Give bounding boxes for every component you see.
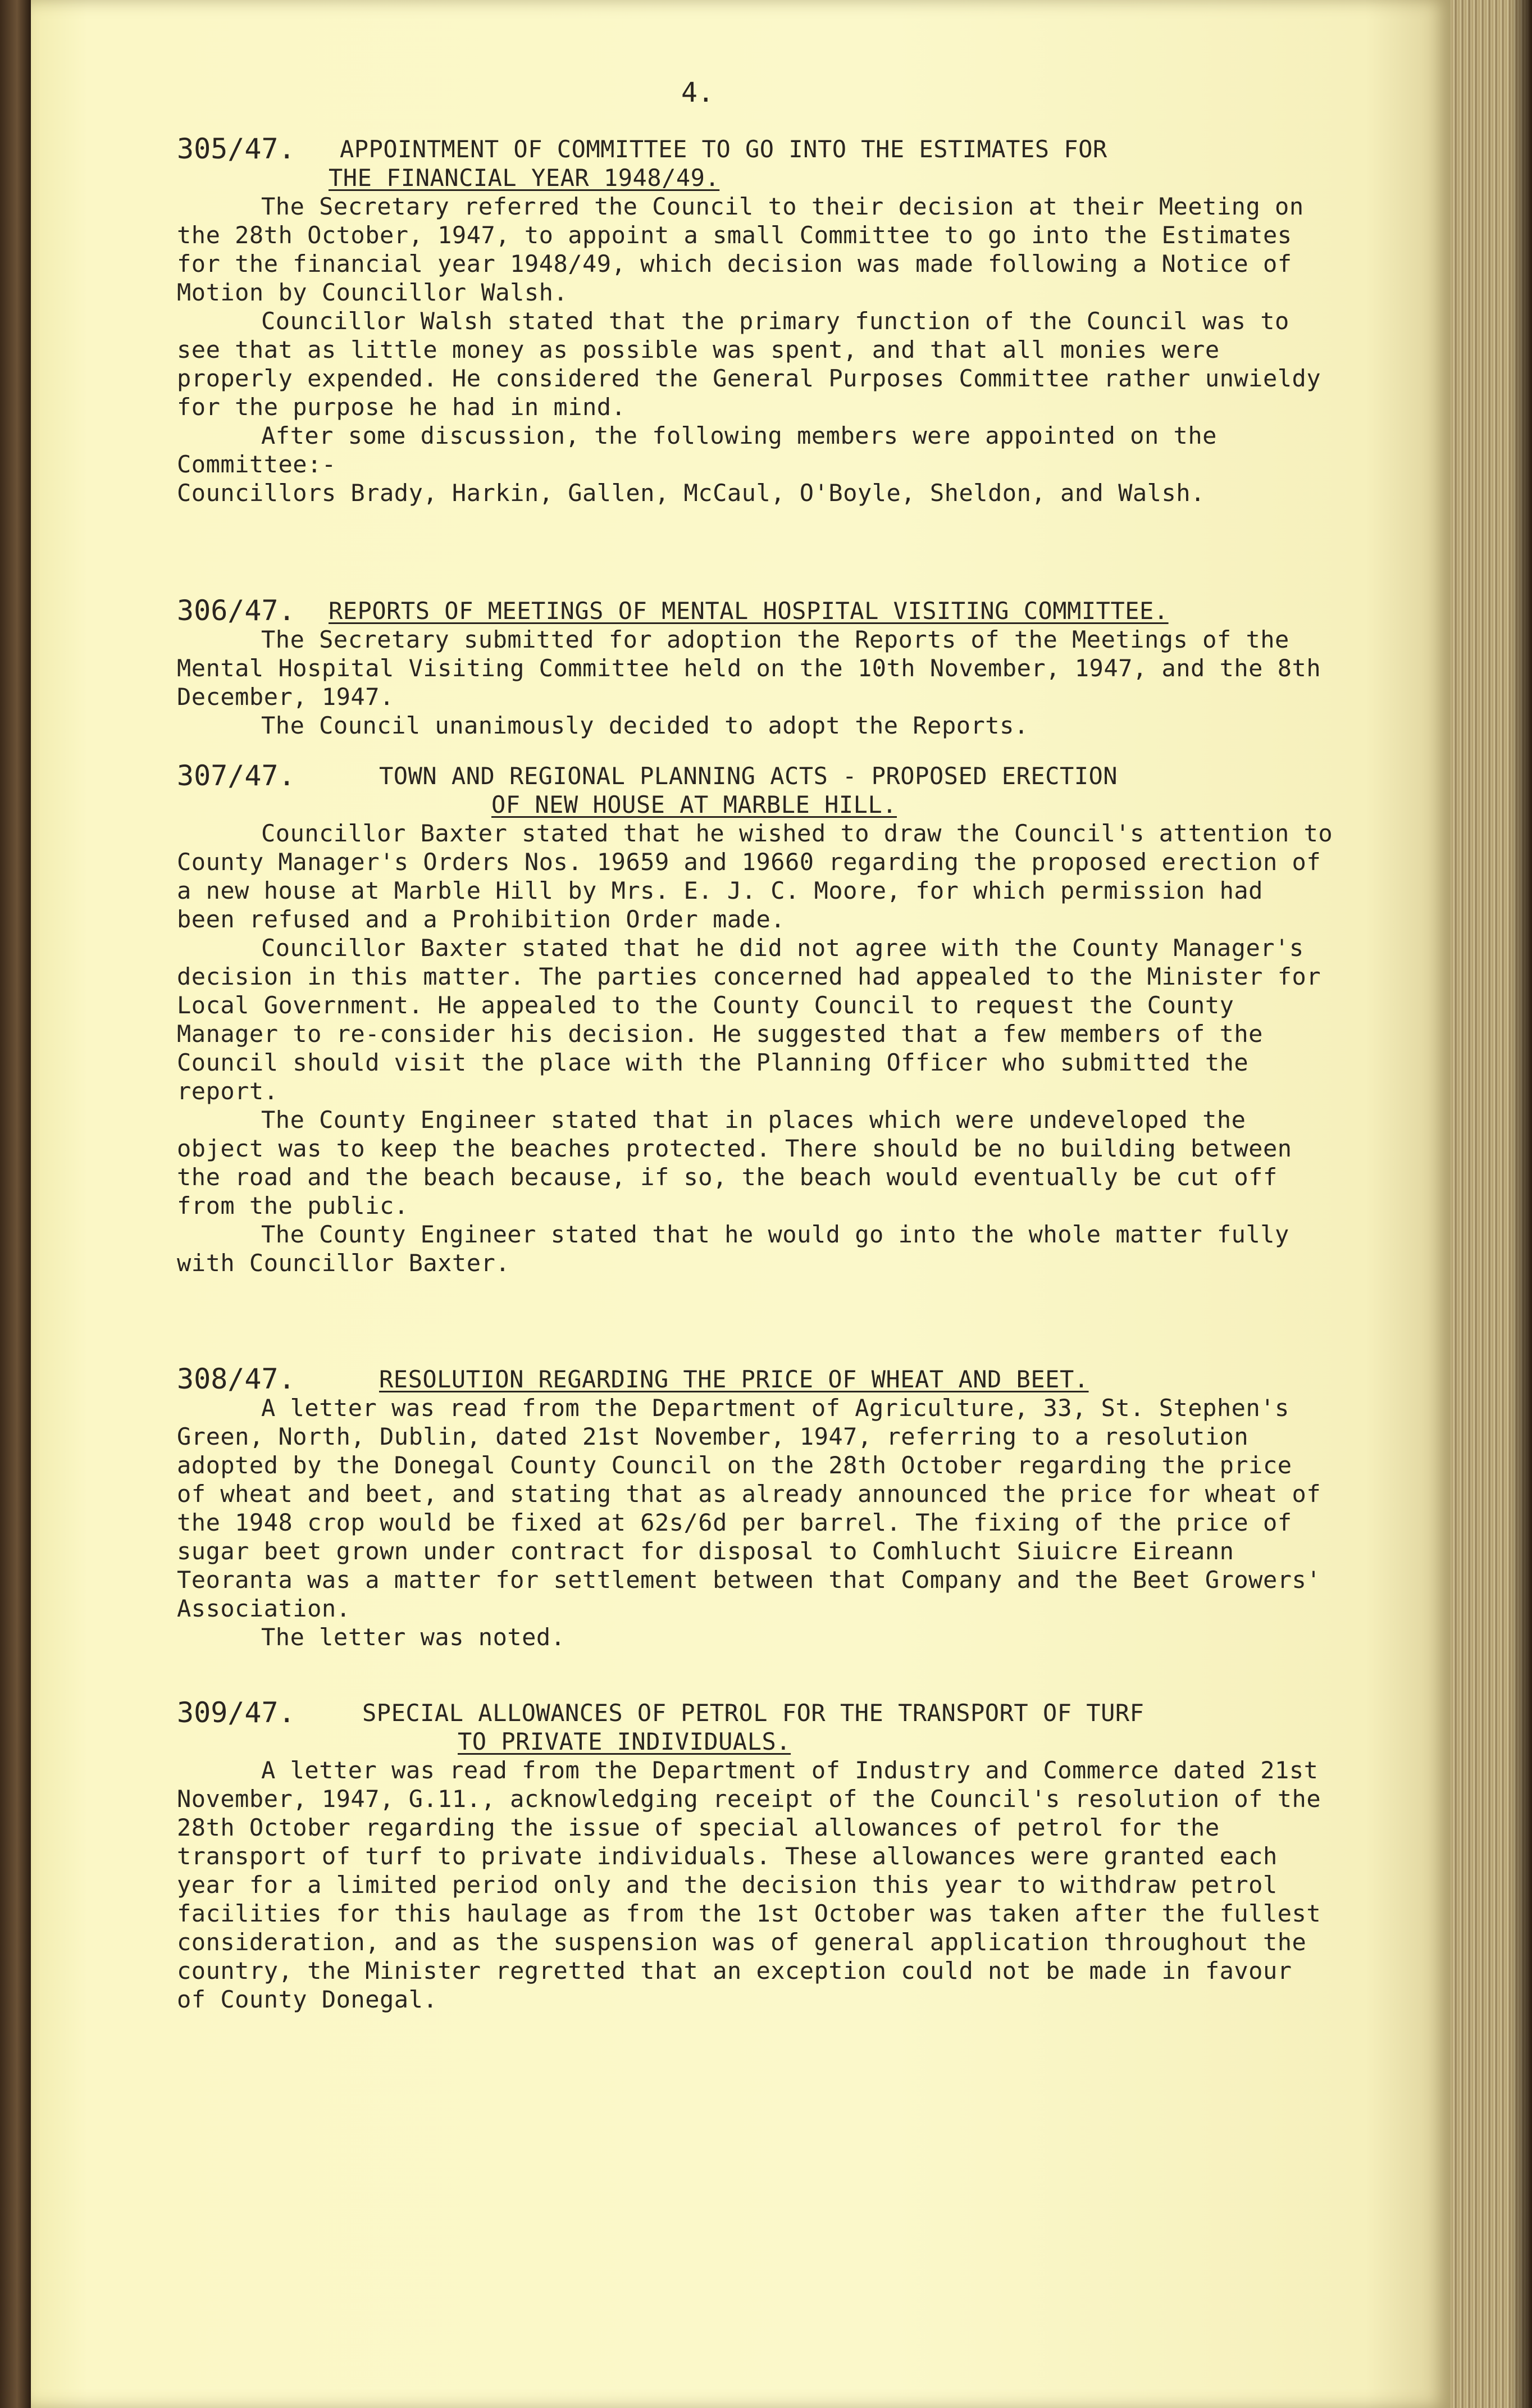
minute-paragraph: A letter was read from the Department of Industry and Commerce dated 21st November, 1947, G.11., acknowledging receipt of the Council's resolution of the 28th October regarding the issue of special allowances of petrol for the transport of turf to private individuals. These allowances were granted each year for a limited period only and the decision this year to withdraw petrol facilities for this haulage as from the 1st October was taken after the fullest consideration, and as the suspension was of general application throughout the country, the Minister regretted that an exception could not be made in favour of County Donegal.: [177, 1756, 1335, 2013]
minute-number: 309/47.: [177, 1696, 295, 1729]
minute-paragraph: The Secretary referred the Council to their decision at their Meeting on the 28th October, 1947, to appoint a small Committee to go into the Estimates for the financial year 1948/49, which decision was made following a Notice of Motion by Councillor Walsh.: [177, 193, 1319, 306]
minute-paragraph: Councillor Baxter stated that he did not agree with the County Manager's decision in this matter. The parties concerned had appealed to the Minister for Local Government. He appealed to the County Council to request the County Manager to re-consider his decision. He suggested that a few members of the Council should visit the place with the Planning Officer who submitted the report.: [177, 934, 1335, 1105]
minute-308: [177, 1365, 1334, 1651]
minute-paragraph: A letter was read from the Department of Agriculture, 33, St. Stephen's Green, North, Dublin, dated 21st November, 1947, referring to a resolution adopted by the Donegal County Council on the 28th October regarding the price of wheat and beet, and stating that as already announced the price for wheat of the 1948 crop would be fixed at 62s/6d per barrel. The fixing of the price of sugar beet grown under contract for disposal to Comhlucht Siuicre Eireann Teoranta was a matter for settlement between that Company and the Beet Growers' Association.: [177, 1394, 1335, 1622]
minute-307: [177, 759, 1347, 1277]
minute-309: [177, 1696, 1335, 2014]
minute-305: [177, 135, 1334, 507]
minute-number: 306/47.: [177, 594, 295, 627]
minute-paragraph: Councillor Baxter stated that he wished to draw the Council's attention to County Manager's Orders Nos. 19659 and 19660 regarding the proposed erection of a new house at Marble Hill by Mrs. E. J. C. Moore, for which permission had been refused and a Prohibition Order made.: [177, 820, 1347, 933]
minute-title-underlined: THE FINANCIAL YEAR 1948/49.: [329, 164, 720, 192]
minute-title-underlined: RESOLUTION REGARDING THE PRICE OF WHEAT AND BEET.: [379, 1365, 1089, 1393]
minute-number: 307/47.: [177, 759, 295, 792]
page-number: 4.: [681, 77, 714, 108]
minute-paragraph: The County Engineer stated that in places which were undeveloped the object was to keep the beaches protected. There should be no building between the road and the beach because, if so, the beach would eventually be cut off from the public.: [177, 1106, 1307, 1219]
minute-title: SPECIAL ALLOWANCES OF PETROL FOR THE TRANSPORT OF TURF: [362, 1699, 1145, 1727]
minute-number: 305/47.: [177, 133, 295, 165]
minute-paragraph: The Secretary submitted for adoption the Reports of the Meetings of the Mental Hospital Visiting Committee held on the 10th November, 1947, and the 8th December, 1947.: [177, 626, 1335, 711]
minute-number: 308/47.: [177, 1363, 295, 1395]
minute-title: TOWN AND REGIONAL PLANNING ACTS - PROPOSED ERECTION: [379, 762, 1118, 790]
minute-title-underlined: TO PRIVATE INDIVIDUALS.: [458, 1728, 791, 1755]
book-binding-left: [0, 0, 31, 2408]
minute-paragraph: Councillors Brady, Harkin, Gallen, McCaul, O'Boyle, Sheldon, and Walsh.: [177, 479, 1205, 507]
minute-paragraph: After some discussion, the following members were appointed on the Committee:-: [177, 422, 1232, 478]
minute-paragraph: The County Engineer stated that he would go into the whole matter fully with Councillor Baxter.: [177, 1221, 1304, 1277]
minute-title-underlined: OF NEW HOUSE AT MARBLE HILL.: [491, 791, 897, 818]
minute-306: [177, 594, 1335, 740]
minute-paragraph: The Council unanimously decided to adopt the Reports.: [261, 712, 1029, 739]
minute-paragraph: Councillor Walsh stated that the primary function of the Council was to see that as little money as possible was spent, and that all monies were properly expended. He considered the General Purposes Committee rather unwieldy for the purpose he had in mind.: [177, 307, 1335, 421]
minute-paragraph: The letter was noted.: [261, 1623, 566, 1651]
minute-title-underlined: REPORTS OF MEETINGS OF MENTAL HOSPITAL VISITING COMMITTEE.: [329, 597, 1169, 625]
ledger-page: [31, 0, 1451, 2408]
stacked-page-edges: [1451, 0, 1532, 2408]
minute-title: APPOINTMENT OF COMMITTEE TO GO INTO THE ESTIMATES FOR: [340, 135, 1107, 163]
